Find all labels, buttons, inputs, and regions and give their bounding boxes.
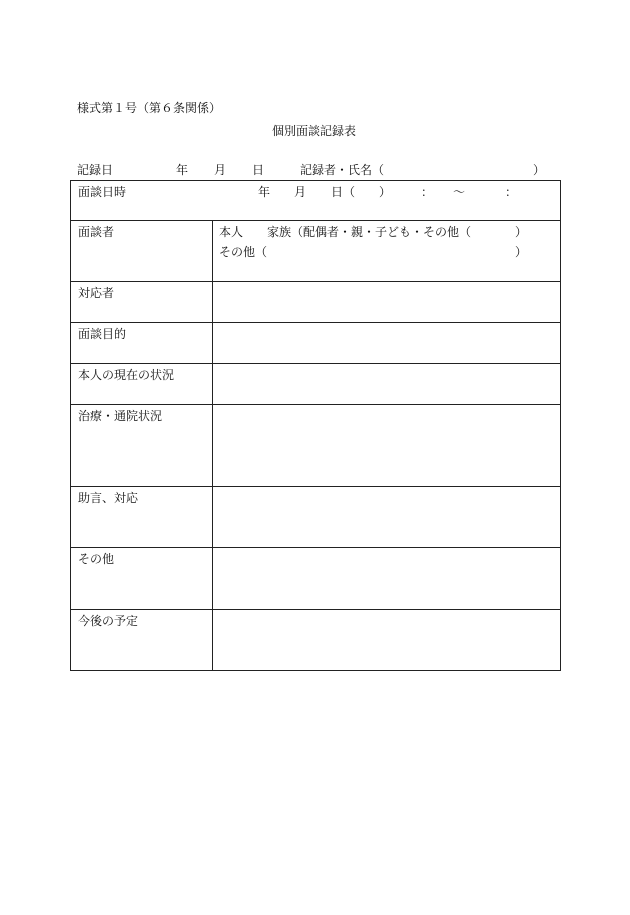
label-interviewee: 面談者: [78, 225, 115, 239]
row-advice: [71, 487, 560, 548]
row-future-plan: [71, 610, 560, 670]
row-current-status: [71, 364, 560, 405]
interviewee-family-close: ）: [515, 225, 528, 239]
row-responder: [71, 282, 560, 323]
record-date-label: 記録日: [77, 163, 114, 177]
datetime-tilde: 〜: [453, 185, 466, 199]
record-year-label: 年: [176, 163, 189, 177]
label-other: その他: [78, 552, 115, 566]
record-month-label: 月: [214, 163, 227, 177]
label-current-status: 本人の現在の状況: [78, 368, 175, 382]
datetime-year: 年: [258, 185, 271, 199]
row-treatment-status: [71, 405, 560, 487]
interviewee-other: その他（: [219, 245, 268, 259]
label-responder: 対応者: [78, 286, 115, 300]
label-interview-datetime: 面談日時: [78, 185, 127, 199]
record-day-label: 日: [252, 163, 265, 177]
interview-record-table: [70, 180, 561, 671]
form-title: 個別面談記録表: [272, 124, 357, 138]
row-interviewee: [71, 221, 560, 282]
datetime-end-colon: ：: [505, 185, 518, 199]
datetime-day: 日（ ）: [331, 185, 392, 199]
label-treatment-status: 治療・通院状況: [78, 409, 163, 423]
recorder-name-close: ）: [533, 163, 546, 177]
label-advice: 助言、対応: [78, 491, 139, 505]
label-purpose: 面談目的: [78, 327, 127, 341]
row-interview-datetime: [71, 181, 560, 221]
row-purpose: [71, 323, 560, 364]
row-other: [71, 548, 560, 610]
datetime-month: 月: [294, 185, 307, 199]
interviewee-self: 本人: [219, 225, 244, 239]
recorder-name-label: 記録者・氏名（: [300, 163, 385, 177]
column-divider: [212, 221, 213, 670]
label-future-plan: 今後の予定: [78, 614, 139, 628]
interviewee-other-close: ）: [515, 245, 528, 259]
form-number: 様式第１号（第６条関係）: [77, 101, 222, 115]
datetime-start-colon: ：: [421, 185, 434, 199]
interviewee-family: 家族（配偶者・親・子ども・その他（: [267, 225, 472, 239]
